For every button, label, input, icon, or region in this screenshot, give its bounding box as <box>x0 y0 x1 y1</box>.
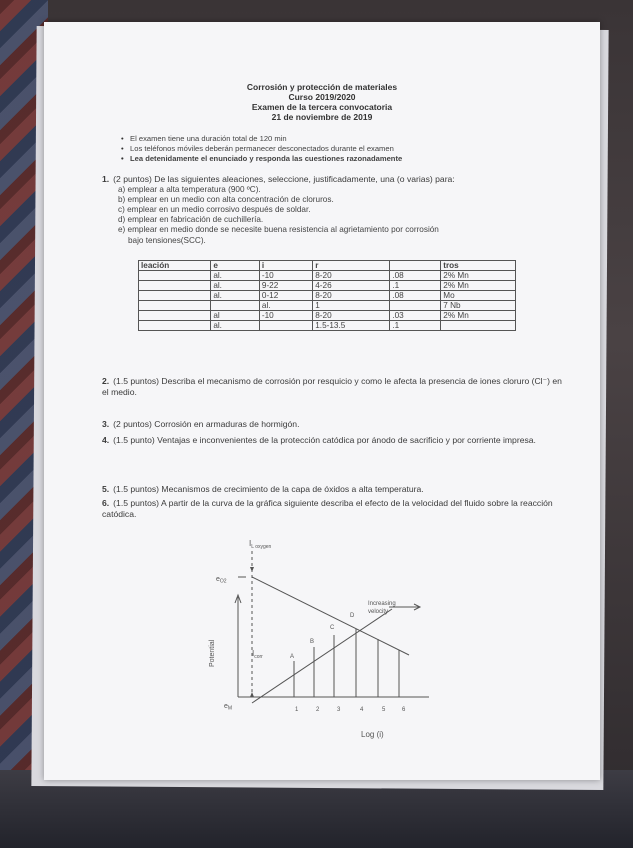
table-cell <box>139 281 211 291</box>
exam-session: Examen de la tercera convocatoria <box>251 102 393 112</box>
cathodic-line <box>252 577 409 655</box>
point-label: C <box>330 625 335 631</box>
anodic-line <box>252 609 392 703</box>
table-cell: 7 Nb <box>441 301 516 311</box>
e-o2-label: $e_{O2}$ <box>216 576 227 585</box>
question-text: (2 puntos) De las siguientes aleaciones, seleccione, justificadamente, una (o varias) para: <box>113 174 455 184</box>
table-cell: -10 <box>259 311 312 321</box>
table-cell: 1.5-13.5 <box>313 321 390 331</box>
velocity-number: 6 <box>402 707 406 713</box>
table-cell: 2% Mn <box>441 311 516 321</box>
table-header-cell: i <box>259 261 312 271</box>
table-cell <box>259 321 312 331</box>
table-row <box>139 311 516 321</box>
question-5 <box>102 484 562 495</box>
point-label: B <box>310 639 315 645</box>
question-number: 1. <box>102 174 110 184</box>
table-cell: 8-20 <box>313 291 390 301</box>
table-cell: .08 <box>390 271 441 281</box>
table-row <box>139 271 516 281</box>
question-text: (1.5 punto) Ventajas e inconvenientes de la protección catódica por ánodo de sacrificio y por corriente impresa. <box>113 435 536 445</box>
table-header-cell <box>390 261 441 271</box>
e-m-label: $e_M$ <box>224 703 233 712</box>
question-1 <box>102 174 572 185</box>
question-number: 2. <box>102 376 110 386</box>
question-6 <box>102 498 562 520</box>
question-option: d) emplear en fabricación de cuchillería. <box>118 215 264 224</box>
table-cell <box>139 271 211 281</box>
table-cell <box>139 301 211 311</box>
velocity-label: velocity <box>368 609 389 615</box>
question-text: (1.5 puntos) Describa el mecanismo de corrosión por resquicio y como le afecta la presencia de iones cloruro (Cl⁻) en el medio. <box>102 376 562 397</box>
table-cell: 8-20 <box>313 311 390 321</box>
table-cell: 1 <box>313 301 390 311</box>
question-text: (2 puntos) Corrosión en armaduras de hormigón. <box>113 419 300 429</box>
question-option: a) emplear a alta temperatura (900 ºC). <box>118 185 261 194</box>
exam-sheet <box>44 22 600 780</box>
table-cell: -10 <box>259 271 312 281</box>
question-2 <box>102 376 562 398</box>
velocity-number: 5 <box>382 707 386 713</box>
instruction-item: • Lea detenidamente el enunciado y responda las cuestiones razonadamente <box>130 154 402 163</box>
down-arrow-marker <box>250 567 254 572</box>
table-cell: .1 <box>390 321 441 331</box>
alloy-table <box>138 260 516 331</box>
table-cell: al. <box>211 291 260 301</box>
velocity-number: 3 <box>337 707 341 713</box>
y-axis-label: Potential <box>209 639 216 667</box>
table-cell: 8-20 <box>313 271 390 281</box>
instruction-item: • El examen tiene una duración total de 120 min <box>130 134 287 143</box>
table-cell: Mo <box>441 291 516 301</box>
question-number: 5. <box>102 484 110 494</box>
table-cell: 2% Mn <box>441 271 516 281</box>
velocity-number: 2 <box>316 707 320 713</box>
exam-title: Corrosión y protección de materiales <box>246 82 398 92</box>
table-cell <box>139 311 211 321</box>
table-header-cell: tros <box>441 261 516 271</box>
point-label: D <box>350 613 355 619</box>
table-header-cell: e <box>211 261 260 271</box>
question-option: c) emplear en un medio corrosivo después de soldar. <box>118 205 311 214</box>
table-cell <box>441 321 516 331</box>
question-number: 4. <box>102 435 110 445</box>
x-axis-label: Log (i) <box>361 730 384 739</box>
table-cell: .1 <box>390 281 441 291</box>
instruction-item: • Los teléfonos móviles deberán permanecer desconectados durante el examen <box>130 144 394 153</box>
table-header-cell: r <box>313 261 390 271</box>
question-text: (1.5 puntos) Mecanismos de crecimiento de la capa de óxidos a alta temperatura. <box>113 484 424 494</box>
question-4 <box>102 435 562 446</box>
velocity-number: 1 <box>295 707 299 713</box>
table-cell: al. <box>211 321 260 331</box>
table-row <box>139 291 516 301</box>
question-option: bajo tensiones(SCC). <box>128 236 206 245</box>
question-option: e) emplear en medio donde se necesite buena resistencia al agrietamiento por corrosión <box>118 225 439 234</box>
table-row <box>139 281 516 291</box>
exam-course: Curso 2019/2020 <box>288 92 356 102</box>
i-corr-label: $I_{corr}$ <box>252 649 263 660</box>
up-arrow-marker <box>250 692 254 697</box>
question-3 <box>102 419 562 430</box>
table-cell <box>139 291 211 301</box>
table-cell: 0-12 <box>259 291 312 301</box>
table-cell: 4-26 <box>313 281 390 291</box>
question-number: 3. <box>102 419 110 429</box>
table-row <box>139 301 516 311</box>
table-header-row <box>139 261 516 271</box>
polarization-figure <box>194 537 444 747</box>
table-cell: al. <box>211 281 260 291</box>
exam-date: 21 de noviembre de 2019 <box>271 112 373 122</box>
table-cell <box>139 321 211 331</box>
table-cell <box>390 301 441 311</box>
table-cell: al <box>211 311 260 321</box>
velocity-label: Increasing <box>368 601 396 607</box>
table-cell: 9-22 <box>259 281 312 291</box>
point-label: A <box>290 654 295 660</box>
table-cell <box>211 301 260 311</box>
table-cell: .08 <box>390 291 441 301</box>
table-cell: .03 <box>390 311 441 321</box>
table-cell: al. <box>259 301 312 311</box>
question-option: b) emplear en un medio con alta concentración de cloruros. <box>118 195 334 204</box>
question-number: 6. <box>102 498 110 508</box>
table-row <box>139 321 516 331</box>
table-header-cell: leación <box>139 261 211 271</box>
velocity-number: 4 <box>360 707 364 713</box>
table-cell: 2% Mn <box>441 281 516 291</box>
table-cell: al. <box>211 271 260 281</box>
i-limit-label: $I_{L oxygen}$ <box>249 539 272 550</box>
question-text: (1.5 puntos) A partir de la curva de la gráfica siguiente describa el efecto de la velocidad del fluido sobre la reacción catódica. <box>102 498 553 519</box>
